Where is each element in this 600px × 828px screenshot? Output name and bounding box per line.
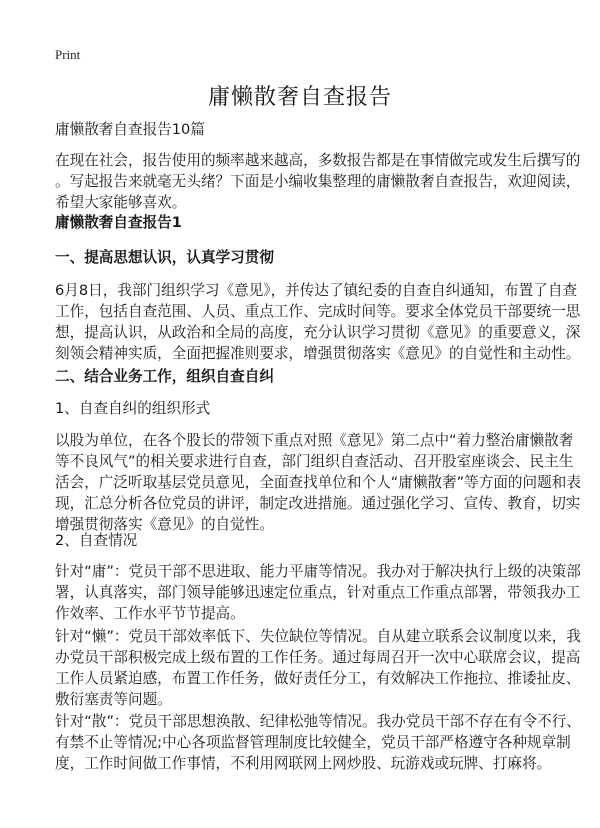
text-line: 活会，广泛听取基层党员意见，全面查找单位和个人“庸懒散奢”等方面的问题和表 xyxy=(55,474,581,491)
text-line: 以股为单位，在各个股长的带领下重点对照《意见》第二点中“着力整治庸懒散奢 xyxy=(55,432,574,449)
text-line: 针对“散”：党员干部思想涣散、纪律松弛等情况。我办党员干部不存在有令不行、 xyxy=(55,713,581,730)
text-line: 工作，包括自查范围、人员、重点工作、完成时间等。要求全体党员干部要统一思 xyxy=(55,303,581,320)
section2-heading: 二、结合业务工作，组织自查自纠 xyxy=(55,368,274,385)
report-heading: 庸懒散奢自查报告1 xyxy=(55,214,182,231)
section1-paragraph xyxy=(55,280,581,364)
text-line: 作效率、工作水平节节提高。 xyxy=(55,605,245,622)
subsection1-heading: 1、自查自纠的组织形式 xyxy=(55,400,211,417)
text-line: 增强贯彻落实《意见》的自觉性。 xyxy=(55,516,274,533)
paragraph-san xyxy=(55,711,581,774)
section1-heading: 一、提高思想认识，认真学习贯彻 xyxy=(55,249,274,266)
page-title: 庸懒散奢自查报告 xyxy=(207,85,392,110)
print-link[interactable]: Print xyxy=(55,47,81,62)
text-line: 6月8日，我部门组织学习《意见》，并传达了镇纪委的自查自纠通知，布置了自查 xyxy=(55,282,578,299)
text-line: 想，提高认识，从政治和全局的高度，充分认识学习贯彻《意见》的重要意义，深 xyxy=(55,324,581,341)
text-line: 敷衍塞责等问题。 xyxy=(55,691,172,708)
text-line: 办党员干部积极完成上级布置的工作任务。通过每周召开一次中心联席会议，提高 xyxy=(55,649,581,666)
subsection1-paragraph xyxy=(55,430,581,535)
text-line: 刻领会精神实质，全面把握准则要求，增强贯彻落实《意见》的自觉性和主动性。 xyxy=(55,345,581,362)
intro-paragraph xyxy=(55,150,581,213)
text-line: 针对“懒”：党员干部效率低下、失位缺位等情况。自从建立联系会议制度以来，我 xyxy=(55,628,581,645)
text-line: 针对“庸”：党员干部不思进取、能力平庸等情况。我办对于解决执行上级的决策部 xyxy=(55,563,581,580)
text-line: 希望大家能够喜欢。 xyxy=(55,194,187,211)
text-line: 在现在社会，报告使用的频率越来越高，多数报告都是在事情做完或发生后撰写的 xyxy=(55,152,581,169)
subtitle: 庸懒散奢自查报告10篇 xyxy=(55,121,205,138)
paragraph-yong xyxy=(55,561,581,624)
subsection2-heading: 2、自查情况 xyxy=(55,532,138,549)
paragraph-lan xyxy=(55,626,581,710)
text-line: 有禁不止等情况;中心各项监督管理制度比较健全，党员干部严格遵守各种规章制 xyxy=(55,734,571,751)
text-line: 等不良风气”的相关要求进行自查，部门组织自查活动、召开股室座谈会、民主生 xyxy=(55,453,574,470)
text-line: 。写起报告来就毫无头绪？下面是小编收集整理的庸懒散奢自查报告，欢迎阅读， xyxy=(55,173,581,190)
text-line: 署，认真落实，部门领导能够迅速定位重点，针对重点工作重点部署，带领我办工 xyxy=(55,584,581,601)
text-line: 工作人员紧迫感，布置工作任务，做好责任分工，有效解决工作拖拉、推诿扯皮、 xyxy=(55,670,581,687)
text-line: 度，工作时间做工作事情，不利用网联网上网炒股、玩游戏或玩牌、打麻将。 xyxy=(55,755,552,772)
text-line: 现，汇总分析各位党员的讲评，制定改进措施。通过强化学习、宣传、教育，切实 xyxy=(55,495,581,512)
